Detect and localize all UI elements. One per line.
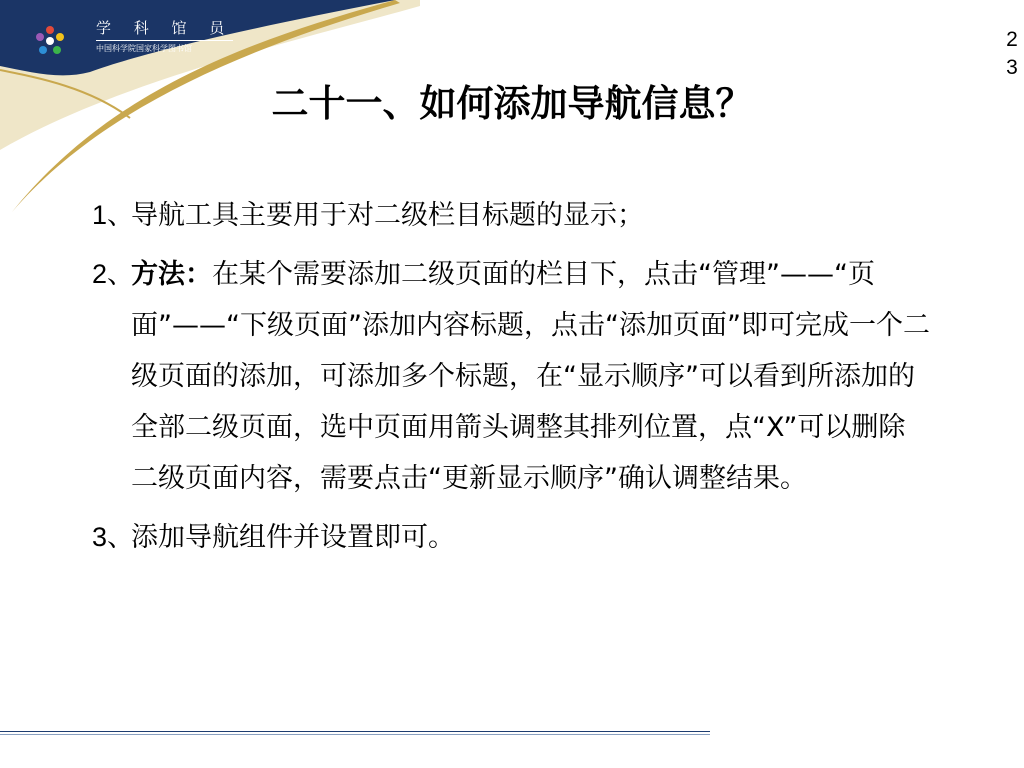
list-item-bold-label: 方法：	[131, 259, 212, 290]
list-item-text: 在某个需要添加二级页面的栏目下，点击“管理”——“页面”——“下级页面”添加内容标题，点击“添加页面”即可完成一个二级页面的添加，可添加多个标题，在“显示顺序”可以看到所添加的全部二级页面，选中页面用箭头调整其排列位置，点“X”可以删除二级页面内容，需要点击“更新显示顺序”确认调整结果。	[131, 259, 930, 494]
slide-title: 二十一、如何添加导航信息？	[271, 82, 753, 125]
logo-dot-red	[46, 26, 54, 34]
logo-subtitle: 中国科学院国家科学图书馆	[96, 44, 192, 53]
list-item-number-separator: 、	[107, 200, 135, 230]
list-item-number-separator: 、	[107, 259, 135, 289]
logo-dot-yellow	[56, 33, 64, 41]
slide-content	[92, 190, 972, 571]
footer-divider	[0, 731, 710, 732]
logo-dot-blue	[39, 46, 47, 54]
list-item-number	[92, 249, 134, 300]
list-item-number-digit: 2	[92, 259, 108, 289]
list-item-text: 导航工具主要用于对二级栏目标题的显示；	[131, 200, 644, 231]
logo-text	[96, 18, 233, 55]
list-item	[92, 249, 972, 504]
logo-dot-green	[53, 46, 61, 54]
list-item	[92, 190, 972, 241]
list-item-number-separator: 、	[107, 522, 135, 552]
logo-dot-purple	[36, 33, 44, 41]
logo-dot-center	[46, 37, 54, 45]
page-number: 23	[1006, 28, 1018, 79]
list-item-number-digit: 1	[92, 200, 108, 230]
footer-divider-secondary	[0, 734, 710, 735]
logo-title: 学 科 馆 员	[96, 19, 233, 41]
list-item-body	[131, 249, 931, 504]
list-item-number	[92, 190, 134, 241]
list-item-number	[92, 512, 134, 563]
list-item-number-digit: 3	[92, 522, 108, 552]
list-item-text: 添加导航组件并设置即可。	[131, 522, 455, 553]
list-item	[92, 512, 972, 563]
